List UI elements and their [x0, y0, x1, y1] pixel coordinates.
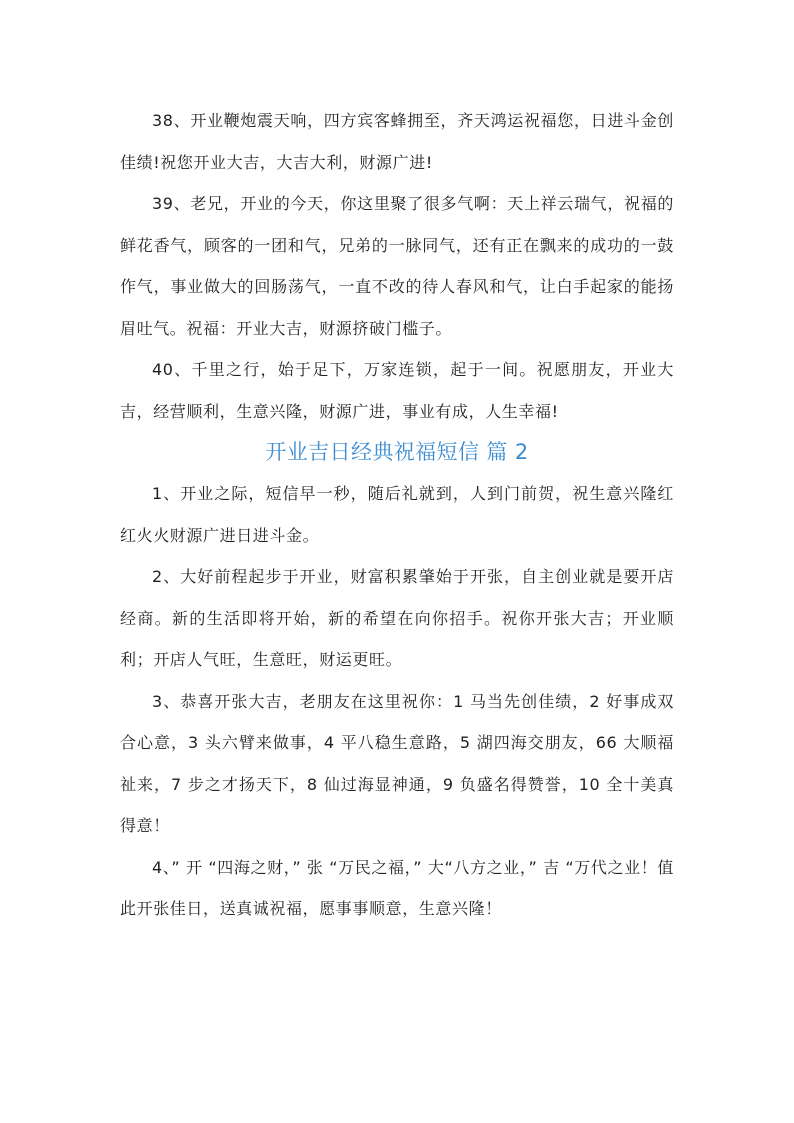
paragraph-39: 39、老兄，开业的今天，你这里聚了很多气啊：天上祥云瑞气，祝福的鲜花香气，顾客的一团和气，兄弟的一脉同气，还有正在飘来的成功的一鼓作气，事业做大的回肠荡气，一直不改的待人春风和气，让白手起家的能扬眉吐气。祝福：开业大吉，财源挤破门槛子。	[120, 194, 674, 338]
paragraph-1: 1、开业之际，短信早一秒，随后礼就到，人到门前贺，祝生意兴隆红红火火财源广进日进斗金。	[120, 484, 674, 545]
paragraph-4: 4、” 开 “四海之财，” 张 “万民之福，” 大“八方之业，” 吉 “万代之业！值此开张佳日，送真诚祝福，愿事事顺意，生意兴隆！	[120, 857, 674, 918]
paragraph-2: 2、大好前程起步于开业，财富积累肇始于开张，自主创业就是要开店经商。新的生活即将开始，新的希望在向你招手。祝你开张大吉；开业顺利；开店人气旺，生意旺，财运更旺。	[120, 567, 674, 669]
document-page	[120, 100, 674, 930]
paragraph-38: 38、开业鞭炮震天响，四方宾客蜂拥至，齐天鸿运祝福您，日进斗金创佳绩!祝您开业大吉，大吉大利，财源广进!	[120, 111, 674, 172]
paragraph-40: 40、千里之行，始于足下，万家连锁，起于一间。祝愿朋友，开业大吉，经营顺利，生意兴隆，财源广进，事业有成，人生幸福!	[120, 360, 674, 421]
paragraph-3: 3、恭喜开张大吉，老朋友在这里祝你：1 马当先创佳绩，2 好事成双合心意，3 头六臂来做事，4 平八稳生意路，5 湖四海交朋友，66 大顺福祉来，7 步之才扬天下，8 仙过海显神通，9 负盛名得赞誉，10 全十美真得意！	[120, 691, 674, 835]
section-title: 开业吉日经典祝福短信 篇 2	[265, 440, 529, 464]
